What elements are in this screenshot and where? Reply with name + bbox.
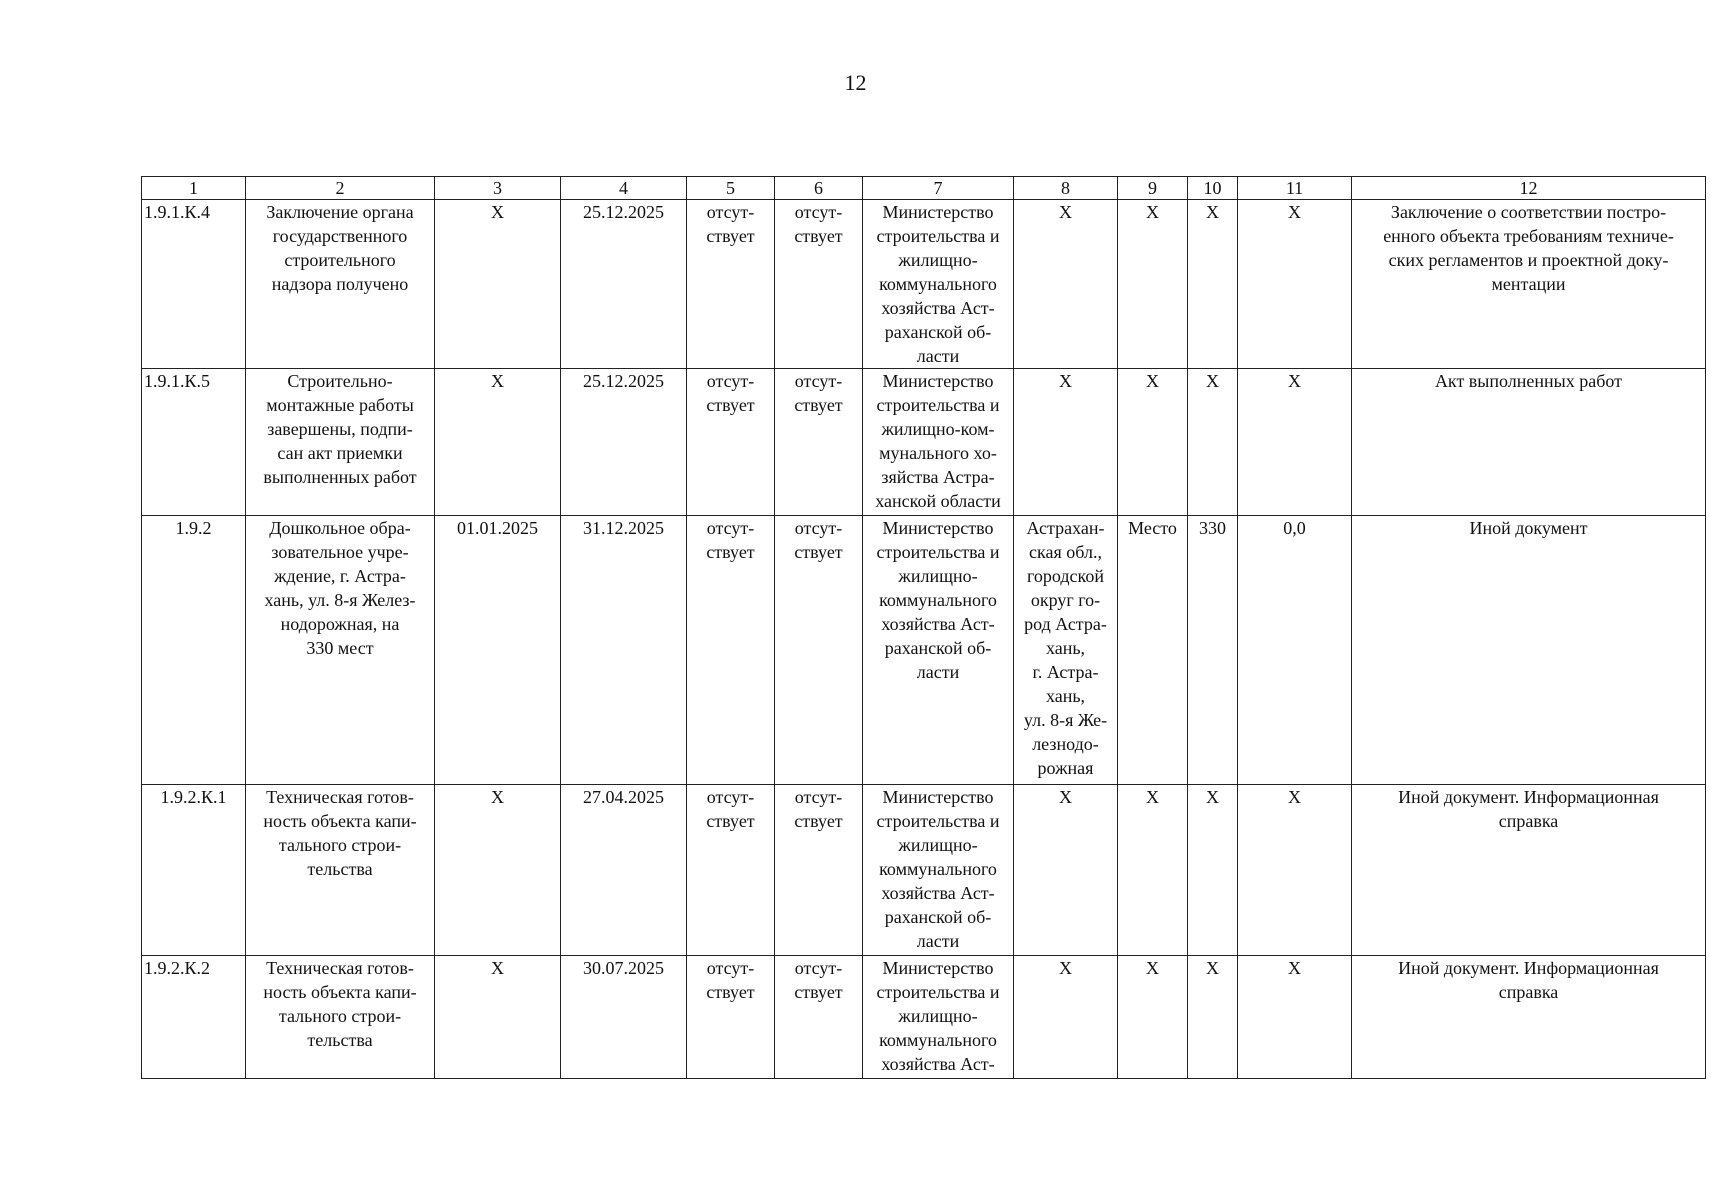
column-header: 5 bbox=[687, 177, 775, 200]
cell-code: 1.9.2.К.1 bbox=[142, 785, 246, 956]
cell-description: Техническая готов- ность объекта капи- тального строи- тельства bbox=[246, 785, 435, 956]
table-row bbox=[142, 200, 1706, 369]
cell-responsible: Министерство строительства и жилищно- коммунального хозяйства Аст- bbox=[863, 956, 1014, 1079]
cell-start-date: X bbox=[435, 956, 561, 1079]
cell-value: X bbox=[1188, 200, 1238, 369]
cell-code: 1.9.1.К.5 bbox=[142, 369, 246, 516]
column-header: 3 bbox=[435, 177, 561, 200]
column-header: 11 bbox=[1238, 177, 1352, 200]
column-header: 1 bbox=[142, 177, 246, 200]
cell-unit: X bbox=[1118, 956, 1188, 1079]
cell-col5: отсут- ствует bbox=[687, 200, 775, 369]
cell-responsible: Министерство строительства и жилищно- коммунального хозяйства Аст- раханской об- ласти bbox=[863, 516, 1014, 785]
cell-description: Заключение органа государственного строительного надзора получено bbox=[246, 200, 435, 369]
cell-col11: X bbox=[1238, 785, 1352, 956]
table-row bbox=[142, 956, 1706, 1079]
cell-start-date: X bbox=[435, 200, 561, 369]
cell-col5: отсут- ствует bbox=[687, 516, 775, 785]
cell-value: X bbox=[1188, 956, 1238, 1079]
cell-start-date: X bbox=[435, 369, 561, 516]
column-header: 9 bbox=[1118, 177, 1188, 200]
cell-location: X bbox=[1014, 785, 1118, 956]
cell-col6: отсут- ствует bbox=[775, 516, 863, 785]
cell-description: Техническая готов- ность объекта капи- тального строи- тельства bbox=[246, 956, 435, 1079]
cell-unit: X bbox=[1118, 785, 1188, 956]
cell-value: X bbox=[1188, 785, 1238, 956]
cell-value: 330 bbox=[1188, 516, 1238, 785]
cell-document: Иной документ. Информационная справка bbox=[1352, 785, 1706, 956]
column-header: 4 bbox=[561, 177, 687, 200]
table-row bbox=[142, 369, 1706, 516]
cell-unit: X bbox=[1118, 200, 1188, 369]
cell-unit: X bbox=[1118, 369, 1188, 516]
column-header: 2 bbox=[246, 177, 435, 200]
cell-responsible: Министерство строительства и жилищно- коммунального хозяйства Аст- раханской об- ласти bbox=[863, 785, 1014, 956]
cell-end-date: 25.12.2025 bbox=[561, 369, 687, 516]
cell-responsible: Министерство строительства и жилищно-ком- мунального хо- зяйства Астра- ханской области bbox=[863, 369, 1014, 516]
cell-responsible: Министерство строительства и жилищно- коммунального хозяйства Аст- раханской об- ласти bbox=[863, 200, 1014, 369]
cell-end-date: 30.07.2025 bbox=[561, 956, 687, 1079]
cell-code: 1.9.1.К.4 bbox=[142, 200, 246, 369]
cell-start-date: X bbox=[435, 785, 561, 956]
cell-col6: отсут- ствует bbox=[775, 200, 863, 369]
column-header: 7 bbox=[863, 177, 1014, 200]
table-row bbox=[142, 516, 1706, 785]
cell-code: 1.9.2.К.2 bbox=[142, 956, 246, 1079]
page-number: 12 bbox=[844, 70, 867, 95]
cell-col11: X bbox=[1238, 200, 1352, 369]
cell-end-date: 27.04.2025 bbox=[561, 785, 687, 956]
cell-description: Дошкольное обра- зовательное учре- ждение, г. Астра- хань, ул. 8-я Желез- нодорожная, на 330 мест bbox=[246, 516, 435, 785]
column-header: 6 bbox=[775, 177, 863, 200]
cell-location: X bbox=[1014, 369, 1118, 516]
header-row bbox=[142, 177, 1706, 200]
cell-location: Астрахан- ская обл., городской округ го- род Астра- хань, г. Астра- хань, ул. 8-я Же- лезнодо- рожная bbox=[1014, 516, 1118, 785]
column-header: 10 bbox=[1188, 177, 1238, 200]
cell-col5: отсут- ствует bbox=[687, 956, 775, 1079]
cell-col6: отсут- ствует bbox=[775, 956, 863, 1079]
cell-col6: отсут- ствует bbox=[775, 785, 863, 956]
cell-col11: X bbox=[1238, 369, 1352, 516]
table-row bbox=[142, 785, 1706, 956]
cell-value: X bbox=[1188, 369, 1238, 516]
cell-col5: отсут- ствует bbox=[687, 369, 775, 516]
cell-document: Иной документ. Информационная справка bbox=[1352, 956, 1706, 1079]
cell-end-date: 31.12.2025 bbox=[561, 516, 687, 785]
cell-location: X bbox=[1014, 956, 1118, 1079]
cell-document: Заключение о соответствии постро- енного объекта требованиям техниче- ских регламентов и проектной доку- ментации bbox=[1352, 200, 1706, 369]
cell-code: 1.9.2 bbox=[142, 516, 246, 785]
cell-description: Строительно- монтажные работы завершены, подпи- сан акт приемки выполненных работ bbox=[246, 369, 435, 516]
cell-col11: X bbox=[1238, 956, 1352, 1079]
cell-document: Иной документ bbox=[1352, 516, 1706, 785]
cell-start-date: 01.01.2025 bbox=[435, 516, 561, 785]
cell-unit: Место bbox=[1118, 516, 1188, 785]
cell-col5: отсут- ствует bbox=[687, 785, 775, 956]
cell-col6: отсут- ствует bbox=[775, 369, 863, 516]
cell-document: Акт выполненных работ bbox=[1352, 369, 1706, 516]
column-header: 12 bbox=[1352, 177, 1706, 200]
column-header: 8 bbox=[1014, 177, 1118, 200]
cell-col11: 0,0 bbox=[1238, 516, 1352, 785]
cell-location: X bbox=[1014, 200, 1118, 369]
schedule-table bbox=[141, 176, 1706, 1079]
cell-end-date: 25.12.2025 bbox=[561, 200, 687, 369]
